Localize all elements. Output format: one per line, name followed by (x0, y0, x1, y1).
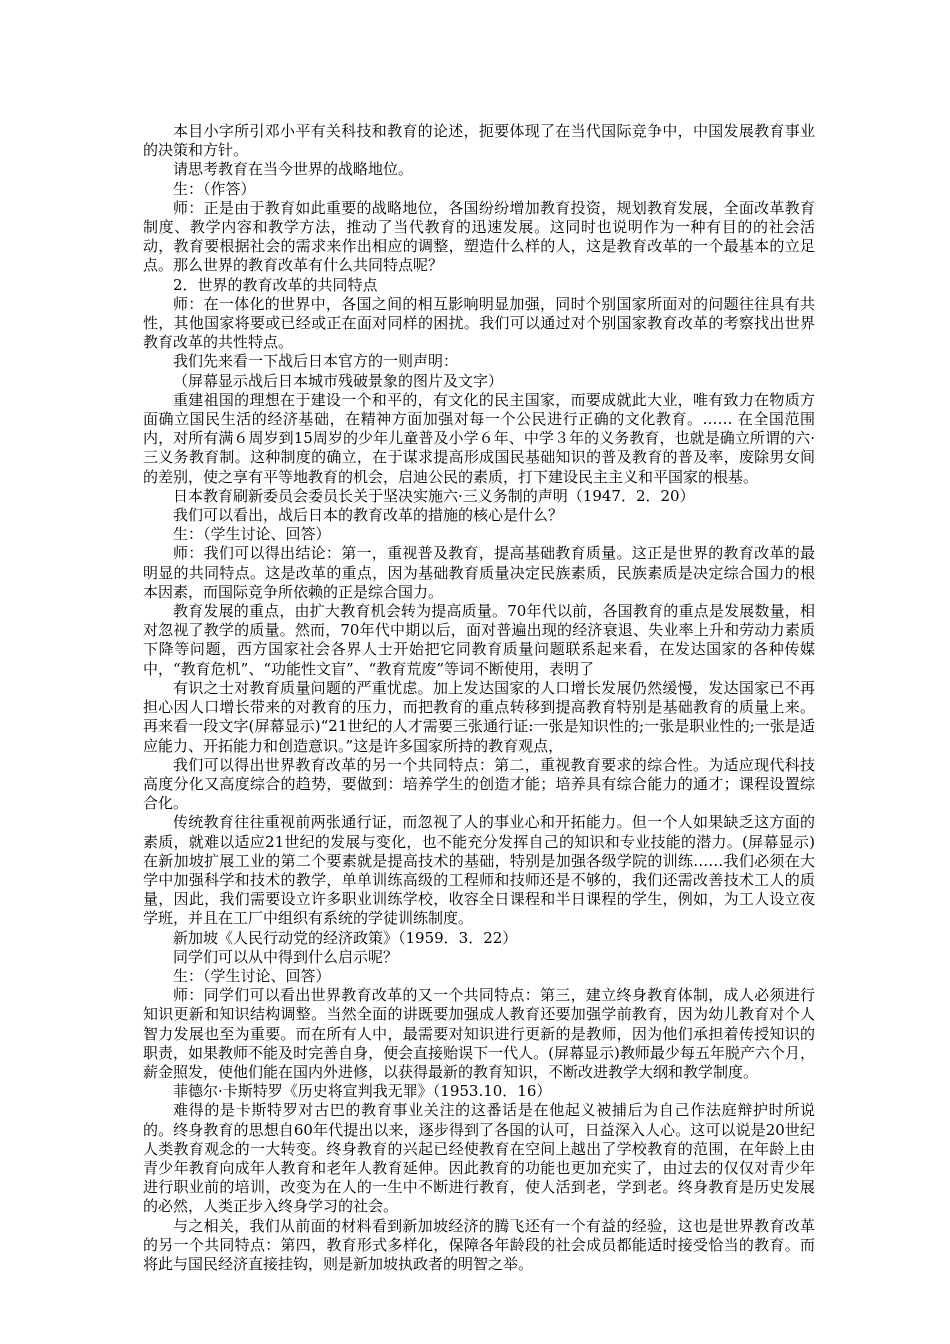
paragraph-22: 菲德尔·卡斯特罗《历史将宣判我无罪》（1953.10．16） (173, 1082, 552, 1101)
paragraph-11: 我们可以看出，战后日本的教育改革的措施的核心是什么？ (173, 506, 564, 525)
paragraph-14: 教育发展的重点，由扩大教育机会转为提高质量。70年代以前，各国教育的重点是发展数量，相对忽视了教学的质量。然而，70年代中期以后，面对普遍出现的经济衰退、失业率上升和劳动力素质下降等问题，西方国家社会各界人士开始把它同教育质量问题联系起来看，在发达国家的各种传媒中，“教育危机”、“功能性文盲”、“教育荒废”等词不断使用，表明了 (143, 602, 815, 678)
paragraph-12: 生：（学生讨论、回答） (173, 525, 331, 544)
paragraph-15: 有识之士对教育质量问题的严重忧虑。加上发达国家的人口增长发展仍然缓慢，发达国家已不再担心因人口增长带来的对教育的压力，而把教育的重点转移到提高教育特别是基础教育的质量上来。再来看一段文字(屏幕显示)“21世纪的人才需要三张通行证:一张是知识性的;一张是职业性的;一张是适应能力、开拓能力和创造意识。”这是许多国家所持的教育观点， (143, 678, 815, 755)
paragraph-19: 同学们可以从中得到什么启示呢？ (173, 947, 399, 966)
paragraph-2: 请思考教育在当今世界的战略地位。 (173, 160, 414, 179)
paragraph-13: 师：我们可以得出结论：第一，重视普及教育，提高基础教育质量。这正是世界的教育改革的最明显的共同特点。这是改革的重点，因为基础教育质量决定民族素质，民族素质是决定综合国力的根本因素，而国际竞争所依赖的正是综合国力。 (143, 544, 815, 601)
document-page (143, 122, 815, 1274)
section-heading: 2．世界的教育改革的共同特点 (173, 275, 378, 294)
paragraph-4: 师：正是由于教育如此重要的战略地位，各国纷纷增加教育投资，规划教育发展，全面改革教育制度、教学内容和教学方法，推动了当代教育的迅速发展。这同时也说明作为一种有目的的社会活动，教育要根据社会的需求来作出相应的调整，塑造什么样的人，这是教育改革的一个最基本的立足点。那么世界的教育改革有什么共同特点呢？ (143, 198, 815, 275)
paragraph-18: 新加坡《人民行动党的经济政策》（1959．3．22） (173, 928, 518, 947)
paragraph-7: 我们先来看一下战后日本官方的一则声明： (173, 352, 459, 371)
paragraph-23: 难得的是卡斯特罗对古巴的教育事业关注的这番话是在他起义被捕后为自己作法庭辩护时所说的。终身教育的思想自60年代提出以来，逐步得到了各国的认可，日益深入人心。这可以说是20世纪人类教育观念的一大转变。终身教育的兴起已经使教育在空间上越出了学校教育的范围，在年龄上由青少年教育向成年人教育和老年人教育延伸。因此教育的功能也更加充实了，由过去的仅仅对青少年进行职业前的培训，改变为在人的一生中不断进行教育，使人活到老，学到老。终身教育是历史发展的必然，人类正步入终身学习的社会。 (143, 1101, 815, 1216)
paragraph-8: （屏幕显示战后日本城市残破景象的图片及文字） (173, 371, 504, 390)
paragraph-24: 与之相关，我们从前面的材料看到新加坡经济的腾飞还有一个有益的经验，这也是世界教育改革的另一个共同特点：第四，教育形式多样化，保障各年龄段的社会成员都能适时接受恰当的教育。而将此与国民经济直接挂钩，则是新加坡执政者的明智之举。 (143, 1216, 815, 1273)
paragraph-16: 我们可以得出世界教育改革的另一个共同特点：第二，重视教育要求的综合性。为适应现代科技高度分化又高度综合的趋势，要做到：培养学生的创造才能；培养具有综合能力的通才；课程设置综合化。 (143, 755, 815, 813)
paragraph-9: 重建祖国的理想在于建设一个和平的，有文化的民主国家，而要成就此大业，唯有致力在物质方面确立国民生活的经济基础，在精神方面加强对每一个公民进行正确的文化教育。…… 在全国范围内，对所有满６周岁到15周岁的少年儿童普及小学６年、中学３年的义务教育，也就是确立所谓的六·三义务教育制。这种制度的确立，在于谋求提高形成国民基础知识的普及教育的普及率，废除男女间的差别，使之享有平等地教育的机会，启迪公民的素质，打下建设民主主义和平国家的根基。 (143, 390, 815, 486)
paragraph-3: 生：（作答） (173, 179, 256, 198)
paragraph-20: 生：（学生讨论、回答） (173, 966, 331, 985)
paragraph-1: 本目小字所引邓小平有关科技和教育的论述，扼要体现了在当代国际竞争中，中国发展教育事业的决策和方针。 (143, 122, 815, 160)
paragraph-10: 日本教育刷新委员会委员长关于坚决实施六·三义务制的声明（1947．2．20） (173, 486, 695, 505)
paragraph-21: 师：同学们可以看出世界教育改革的又一个共同特点：第三，建立终身教育体制，成人必须进行知识更新和知识结构调整。当然全面的讲既要加强成人教育还要加强学前教育，因为幼儿教育对个人智力发展也至为重要。而在所有人中，最需要对知识进行更新的是教师，因为他们承担着传授知识的职责，如果教师不能及时完善自身，便会直接贻误下一代人。(屏幕显示)教师最少每五年脱产六个月，薪金照发，使他们能在国内外进修，以获得最新的教育知识，不断改进教学大纲和教学制度。 (143, 986, 815, 1081)
paragraph-17: 传统教育往往重视前两张通行证，而忽视了人的事业心和开拓能力。但一个人如果缺乏这方面的素质，就难以适应21世纪的发展与变化，也不能充分发挥自己的知识和专业技能的潜力。(屏幕显示)在新加坡扩展工业的第二个要素就是提高技术的基础，特别是加强各级学院的训练……我们必须在大学中加强科学和技术的教学，单单训练高级的工程师和技师还是不够的，我们还需改善技术工人的质量，因此，我们需要设立许多职业训练学校，收容全日课程和半日课程的学生，例如，为工人设立夜学班，并且在工厂中组织有系统的学徒训练制度。 (143, 813, 815, 928)
paragraph-6: 师：在一体化的世界中，各国之间的相互影响明显加强，同时个别国家所面对的问题往往具有共性，其他国家将要或已经或正在面对同样的困扰。我们可以通过对个别国家教育改革的考察找出世界教育改革的共性特点。 (143, 294, 815, 352)
